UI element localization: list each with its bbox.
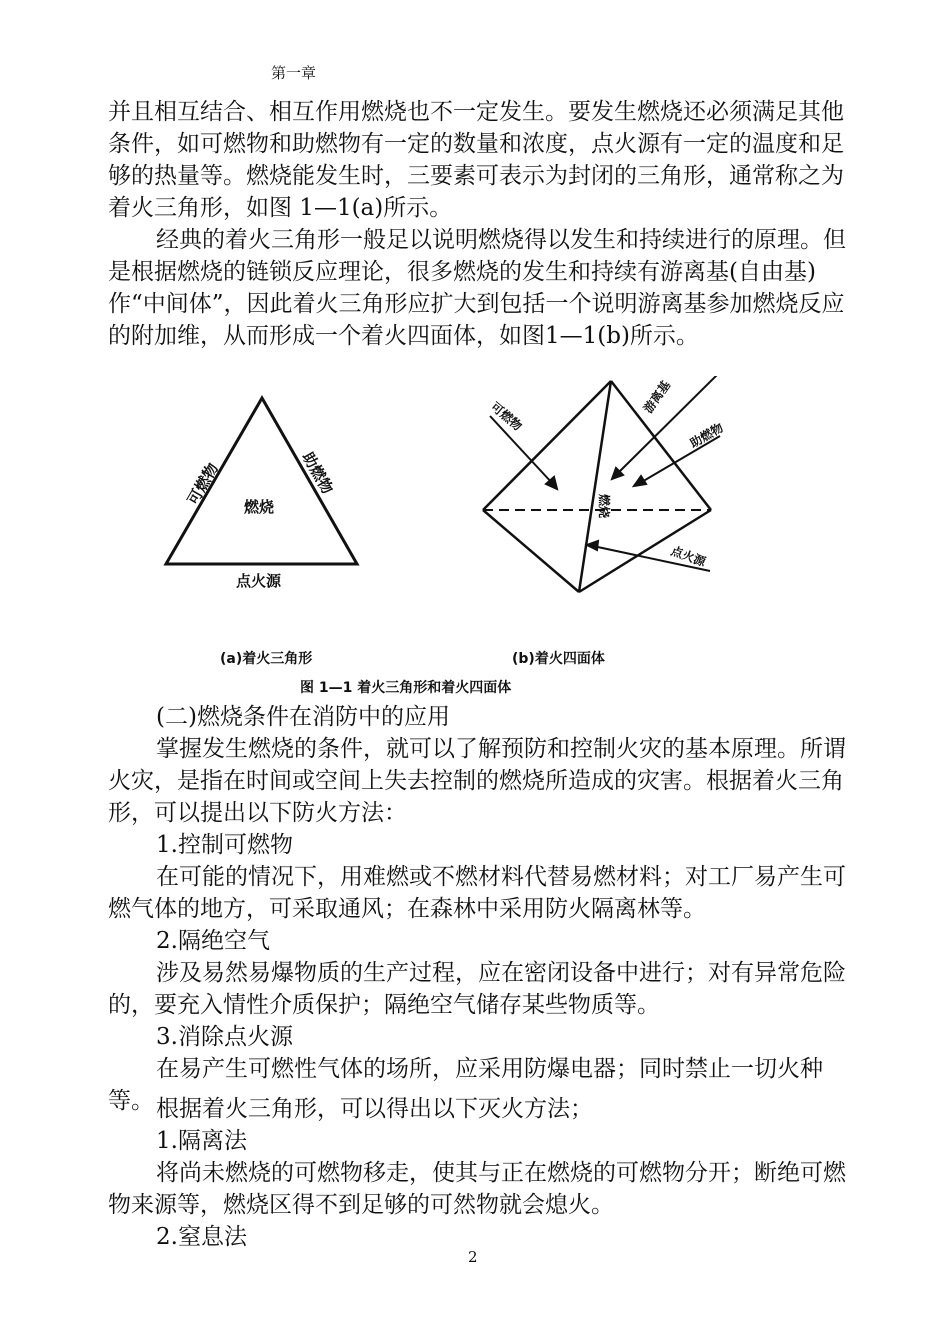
fire-diagram-figure — [160, 376, 760, 706]
section-extinguish — [108, 1093, 848, 1253]
tetrahedron-arrows — [490, 376, 720, 571]
triangle-right-label: 助燃物 — [298, 449, 337, 497]
prevention-text-2: 涉及易然易爆物质的生产过程，应在密闭设备中进行；对有异常危险的，要充入情性介质保护；隔绝空气储存某些物质等。 — [108, 960, 846, 1018]
fire-diagram — [160, 376, 760, 706]
fire-tetrahedron-shape — [483, 381, 711, 592]
tetra-center-label: 燃烧 — [597, 494, 611, 519]
tetra-radical-label: 游离基 — [640, 378, 674, 416]
extinguish-intro: 根据着火三角形，可以得出以下灭火方法； — [156, 1096, 593, 1122]
prevention-title-2: 2.隔绝空气 — [156, 928, 270, 954]
tetra-ignition-label: 点火源 — [668, 543, 708, 570]
triangle-bottom-label: 点火源 — [236, 572, 282, 590]
extinguish-title-2: 2.窒息法 — [156, 1224, 247, 1250]
intro-paragraph-2: 经典的着火三角形一般足以说明燃烧得以发生和持续进行的原理。但是根据燃烧的链锁反应理论，很多燃烧的发生和持续有游离基(自由基)作“中间体”，因此着火三角形应扩大到包括一个说明游离基参加燃烧反应的附加维，从而形成一个着火四面体，如图1—1(b)所示。 — [108, 227, 846, 349]
triangle-caption: (a)着火三角形 — [220, 651, 313, 667]
section-fire-prevention — [108, 701, 848, 1117]
prevention-title-3: 3.消除点火源 — [156, 1024, 293, 1050]
tetra-oxidizer-label: 助燃物 — [687, 420, 726, 451]
section-paragraph: 掌握发生燃烧的条件，就可以了解预防和控制火灾的基本原理。所谓火灾，是指在时间或空间上失去控制的燃烧所造成的灾害。根据着火三角形，可以提出以下防火方法： — [108, 736, 846, 826]
triangle-left-label: 可燃物 — [183, 460, 222, 508]
page-header: 第一章 — [271, 64, 317, 82]
triangle-center-label: 燃烧 — [244, 498, 275, 516]
prevention-text-3: 在易产生可燃性气体的场所，应采用防爆电器；同时禁止一切火种等。 — [108, 1056, 823, 1114]
intro-text — [108, 96, 848, 352]
section-title: (二)燃烧条件在消防中的应用 — [156, 704, 450, 730]
page-number: 2 — [468, 1248, 478, 1266]
extinguish-text-1: 将尚未燃烧的可燃物移走，使其与正在燃烧的可燃物分开；断绝可燃物来源等，燃烧区得不到足够的可然物就会熄火。 — [108, 1160, 846, 1218]
tetra-combustible-label: 可燃物 — [488, 399, 525, 434]
extinguish-title-1: 1.隔离法 — [156, 1128, 247, 1154]
intro-paragraph-1: 并且相互结合、相互作用燃烧也不一定发生。要发生燃烧还必须满足其他条件，如可燃物和助燃物有一定的数量和浓度，点火源有一定的温度和足够的热量等。燃烧能发生时，三要素可表示为封闭的三角形，通常称之为着火三角形，如图 1—1(a)所示。 — [108, 99, 844, 221]
tetrahedron-caption: (b)着火四面体 — [512, 651, 605, 667]
figure-caption: 图 1—1 着火三角形和着火四面体 — [300, 680, 512, 696]
prevention-title-1: 1.控制可燃物 — [156, 832, 293, 858]
prevention-text-1: 在可能的情况下，用难燃或不燃材料代替易燃材料；对工厂易产生可燃气体的地方，可采取通风；在森林中采用防火隔离林等。 — [108, 864, 846, 922]
